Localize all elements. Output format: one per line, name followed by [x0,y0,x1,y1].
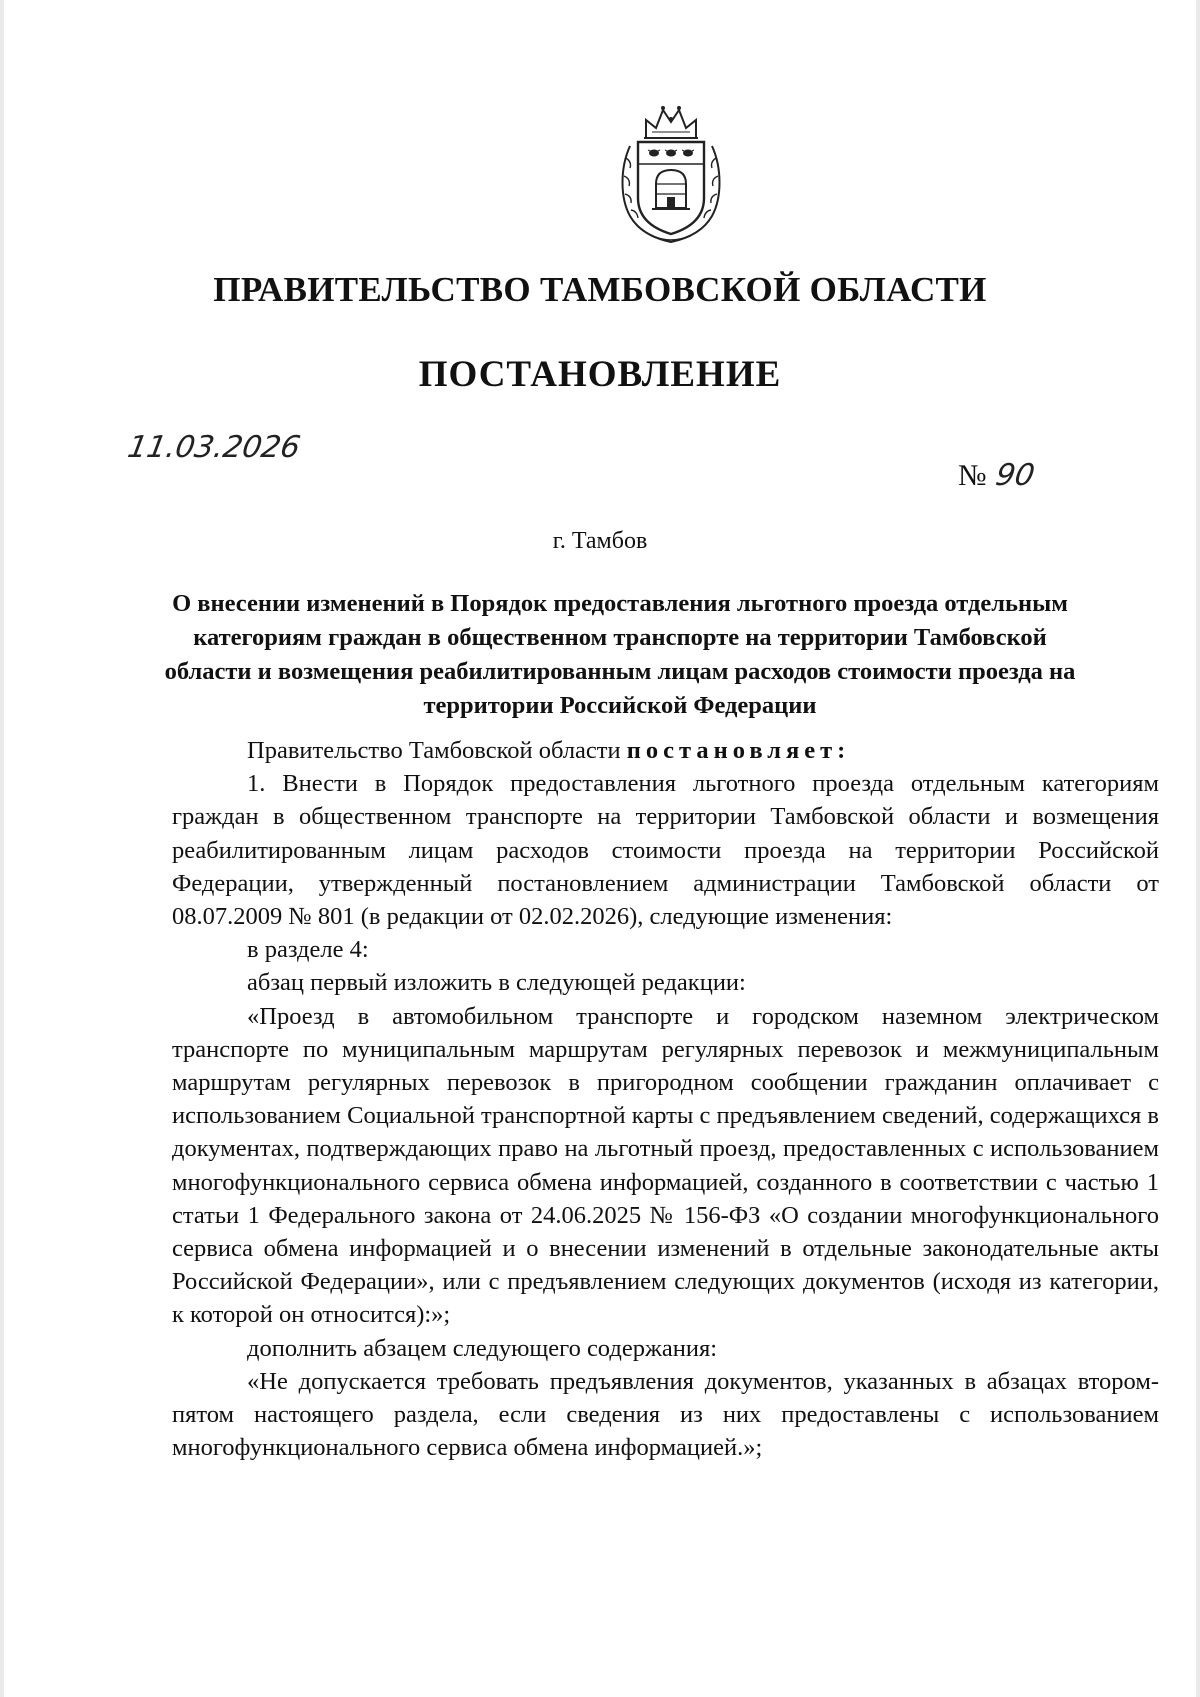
document-body [172,734,1159,1464]
body-paragraph: абзац первый изложить в следующей редакции: [247,969,746,997]
body-paragraph: в разделе 4: [247,936,369,964]
document-number-block [958,458,1038,493]
body-paragraph: 1. Внести в Порядок предоставления льготного проезда отдельным категориям граждан в общественном транспорте на территории Тамбовской области и возмещения реабилитированным лицам расходов стоимости проезда на территории Российской Федерации, утвержденный постановлением администрации Тамбовской области от 08.07.2009 № 801 (в редакции от 02.02.2026), следующие изменения: [172,770,1159,931]
document-number: 90 [993,458,1038,493]
scan-edge-right [1196,0,1200,1697]
preamble-text: Правительство Тамбовской области [247,737,621,764]
document-type-heading: ПОСТАНОВЛЕНИЕ [418,354,782,395]
body-paragraph: «Проезд в автомобильном транспорте и городском наземном электрическом транспорте по муниципальным маршрутам регулярных перевозок и межмуниципальным маршрутам регулярных перевозок в пригородном сообщении гражданин оплачивает с использованием Социальной транспортной карты с предъявлением сведений, содержащихся в документах, подтверждающих право на льготный проезд, предоставленных с использованием многофункционального сервиса обмена информацией, созданного в соответствии с частью 1 статьи 1 Федерального закона от 24.06.2025 № 156-ФЗ «О создании многофункционального сервиса обмена информацией и о внесении изменений в отдельные законодательные акты Российской Федерации», или с предъявлением следующих документов (исходя из категории, к которой он относится):»; [172,1002,1159,1329]
preamble-verb: постановляет: [626,737,851,764]
document-number-prefix: № [958,459,987,492]
document-city: г. Тамбов [552,528,648,554]
scan-edge-left [0,0,4,1697]
body-paragraph: дополнить абзацем следующего содержания: [247,1334,718,1362]
document-subject: О внесении изменений в Порядок предоставления льготного проезда отдельным категориям граждан в общественном транспорте на территории Тамбовской области и возмещения реабилитированным лицам расходов стоимости проезда на территории Российской Федерации [164,590,1076,719]
tambov-coat-of-arms-icon [616,98,726,248]
organization-title: ПРАВИТЕЛЬСТВО ТАМБОВСКОЙ ОБЛАСТИ [213,270,987,309]
document-date: 11.03.2026 [124,430,303,465]
preamble-paragraph [172,734,1159,767]
body-paragraph: «Не допускается требовать предъявления документов, указанных в абзацах втором-пятом настоящего раздела, если сведения из них предоставлены с использованием многофункционального сервиса обмена информацией.»; [172,1367,1159,1462]
